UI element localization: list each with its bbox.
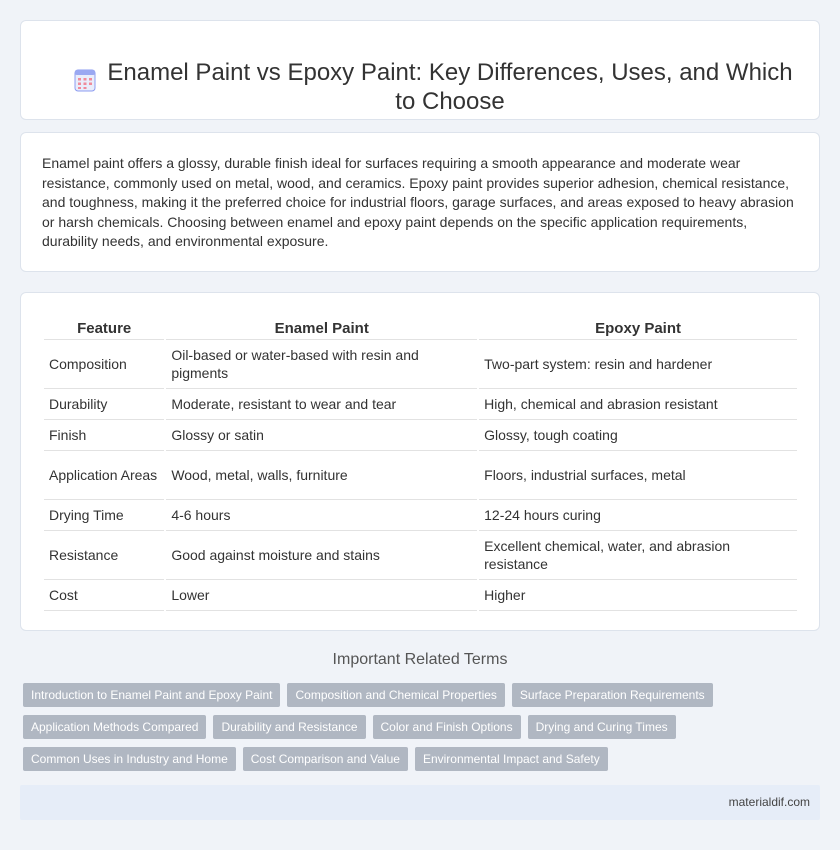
related-term-link[interactable]: Environmental Impact and Safety [415,747,608,771]
row-epoxy-value: Two-part system: resin and hardener [479,340,797,389]
row-feature: Composition [44,340,164,389]
title-card [20,20,820,120]
related-term-link[interactable]: Introduction to Enamel Paint and Epoxy Paint [23,683,280,707]
row-epoxy-value: Excellent chemical, water, and abrasion resistance [479,531,797,580]
row-enamel-value: Glossy or satin [166,420,477,451]
related-terms-row [23,747,813,771]
related-terms-row [23,715,813,739]
row-feature: Application Areas [44,451,164,500]
footer-site-name: materialdif.com [728,795,810,809]
row-enamel-value: 4-6 hours [166,500,477,531]
table-header-row [44,314,797,340]
row-feature: Drying Time [44,500,164,531]
related-term-link[interactable]: Cost Comparison and Value [243,747,408,771]
row-enamel-value: Wood, metal, walls, furniture [166,451,477,500]
related-term-link[interactable]: Durability and Resistance [213,715,365,739]
row-epoxy-value: 12-24 hours curing [479,500,797,531]
related-term-link[interactable]: Color and Finish Options [373,715,521,739]
row-enamel-value: Moderate, resistant to wear and tear [166,389,477,420]
header-epoxy-paint: Epoxy Paint [479,314,797,340]
row-enamel-value: Good against moisture and stains [166,531,477,580]
table-row [44,580,797,611]
table-row [44,340,797,389]
table-row [44,451,797,500]
related-terms-row [23,683,813,707]
related-terms-list [23,683,813,779]
row-feature: Durability [44,389,164,420]
table-row [44,389,797,420]
header-feature: Feature [44,314,164,340]
page-title: Enamel Paint vs Epoxy Paint: Key Differences, Uses, and Which to Choose [107,59,793,115]
row-epoxy-value: Glossy, tough coating [479,420,797,451]
row-epoxy-value: Floors, industrial surfaces, metal [479,451,797,500]
comparison-table [42,314,799,611]
table-row [44,531,797,580]
row-enamel-value: Lower [166,580,477,611]
header-enamel-paint: Enamel Paint [166,314,477,340]
intro-paragraph: Enamel paint offers a glossy, durable finish ideal for surfaces requiring a smooth appearance and moderate wear resistance, commonly used on metal, wood, and ceramics. Epoxy paint provides superior adhesion, chemical resistance, and toughness, making it the preferred choice for industrial floors, garage surfaces, and areas exposed to heavy abrasion or harsh chemicals. Choosing between enamel and epoxy paint depends on the specific application requirements, durability needs, and environmental exposure. [42,155,794,249]
related-term-link[interactable]: Surface Preparation Requirements [512,683,713,707]
related-term-link[interactable]: Composition and Chemical Properties [287,683,504,707]
related-term-link[interactable]: Drying and Curing Times [528,715,676,739]
row-feature: Cost [44,580,164,611]
intro-card [20,132,820,272]
footer [20,785,820,820]
table-row [44,500,797,531]
row-epoxy-value: Higher [479,580,797,611]
related-term-link[interactable]: Common Uses in Industry and Home [23,747,236,771]
table-row [44,420,797,451]
comparison-card [20,292,820,631]
related-term-link[interactable]: Application Methods Compared [23,715,206,739]
row-enamel-value: Oil-based or water-based with resin and pigments [166,340,477,389]
row-feature: Finish [44,420,164,451]
related-terms-heading: Important Related Terms [332,651,508,668]
calendar-grid-icon [73,68,97,92]
row-feature: Resistance [44,531,164,580]
row-epoxy-value: High, chemical and abrasion resistant [479,389,797,420]
